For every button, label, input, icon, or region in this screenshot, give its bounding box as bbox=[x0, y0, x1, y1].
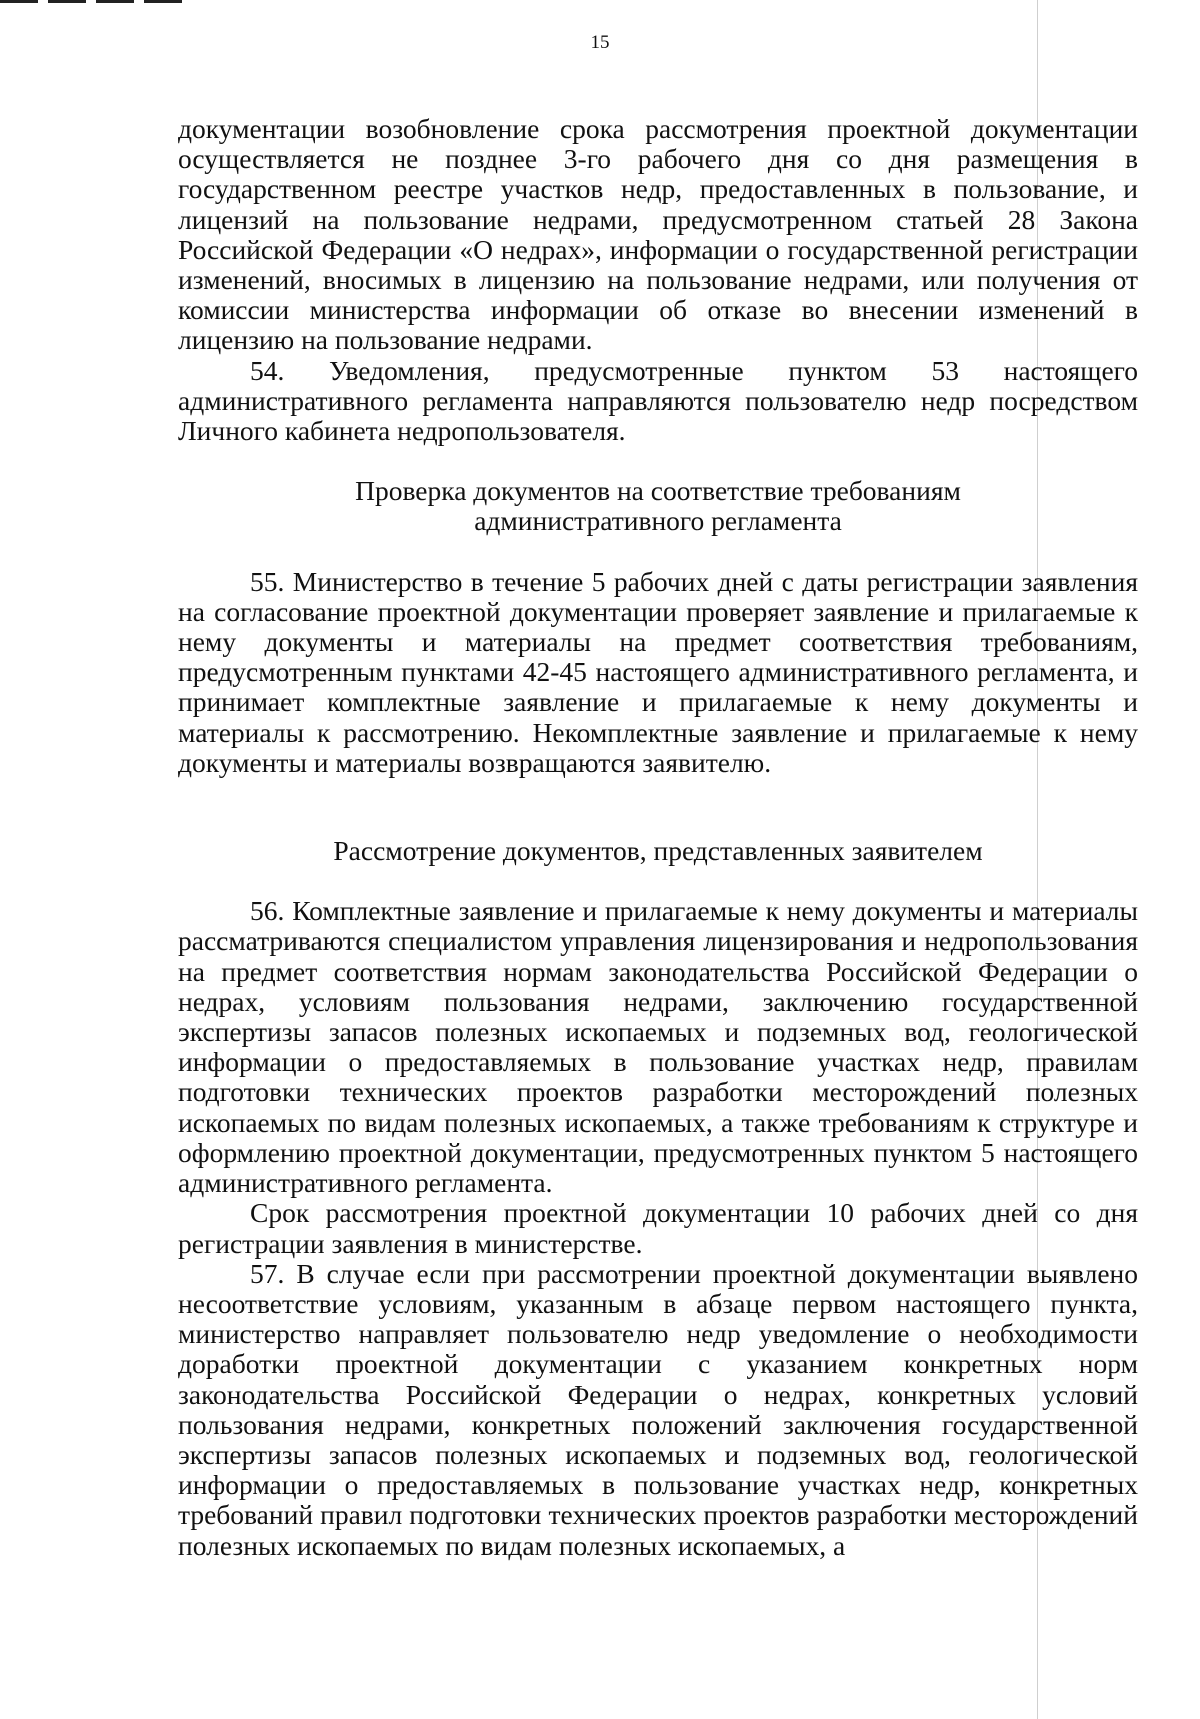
paragraph-55: 55. Министерство в течение 5 рабочих дней с даты регистрации заявления на согласование проектной документации проверяет заявление и прилагаемые к нему документы и материалы на предмет соответствия требованиям, предусмотренным пунктами 42-45 настоящего административного регламента, и принимает комплектные заявление и прилагаемые к нему документы и материалы к рассмотрению. Некомплектные заявление и прилагаемые к нему документы и материалы возвращаются заявителю. bbox=[178, 565, 1138, 778]
paragraph-57: 57. В случае если при рассмотрении проектной документации выявлено несоответствие условиям, указанным в абзаце первом настоящего пункта, министерство направляет пользователю недр уведомление о необходимости доработки проектной документации с указанием конкретных норм законодательства Российской Федерации о недрах, конкретных условий пользования недрами, конкретных положений заключения государственной экспертизы запасов полезных ископаемых и подземных вод, геологической информации о предоставляемых в пользование участках недр, конкретных требований правил подготовки технических проектов разработки месторождений полезных ископаемых по видам полезных ископаемых, а bbox=[178, 1257, 1138, 1561]
scan-top-rule bbox=[0, 0, 190, 3]
section-heading-line-1: Проверка документов на соответствие требованиям bbox=[355, 475, 961, 507]
paragraph-continuation: документации возобновление срока рассмотрения проектной документации осуществляется не позднее 3-го рабочего дня со дня размещения в государственном реестре участков недр, предоставленных в пользование, и лицензий на пользование недрами, предусмотренном статьей 28 Закона Российской Федерации «О недрах», информации о государственной регистрации изменений, вносимых в лицензию на пользование недрами, или получения от комиссии министерства информации об отказе во внесении изменений в лицензию на пользование недрами. bbox=[178, 113, 1138, 356]
page-number: 15 bbox=[590, 32, 610, 53]
spacer bbox=[178, 537, 1138, 567]
spacer bbox=[178, 866, 1138, 896]
spacer bbox=[178, 446, 1138, 476]
section-heading-line-2: административного регламента bbox=[474, 505, 842, 537]
section-heading-2: Рассмотрение документов, представленных заявителем bbox=[333, 835, 983, 867]
paragraph-54: 54. Уведомления, предусмотренные пунктом 53 настоящего административного регламента направляются пользователю недр посредством Личного кабинета недропользователя. bbox=[178, 354, 1138, 447]
paragraph-56-term: Срок рассмотрения проектной документации 10 рабочих дней со дня регистрации заявления в министерстве. bbox=[178, 1197, 1138, 1259]
spacer bbox=[178, 778, 1138, 836]
paragraph-56: 56. Комплектные заявление и прилагаемые к нему документы и материалы рассматриваются специалистом управления лицензирования и недропользования на предмет соответствия нормам законодательства Российской Федерации о недрах, условиям пользования недрами, заключению государственной экспертизы запасов полезных ископаемых и подземных вод, геологической информации о предоставляемых в пользование участках недр, правилам подготовки технических проектов разработки месторождений полезных ископаемых по видам полезных ископаемых, а также требованиям к структуре и оформлению проектной документации, предусмотренных пунктом 5 настоящего административного регламента. bbox=[178, 895, 1138, 1199]
document-body bbox=[178, 114, 1138, 1561]
